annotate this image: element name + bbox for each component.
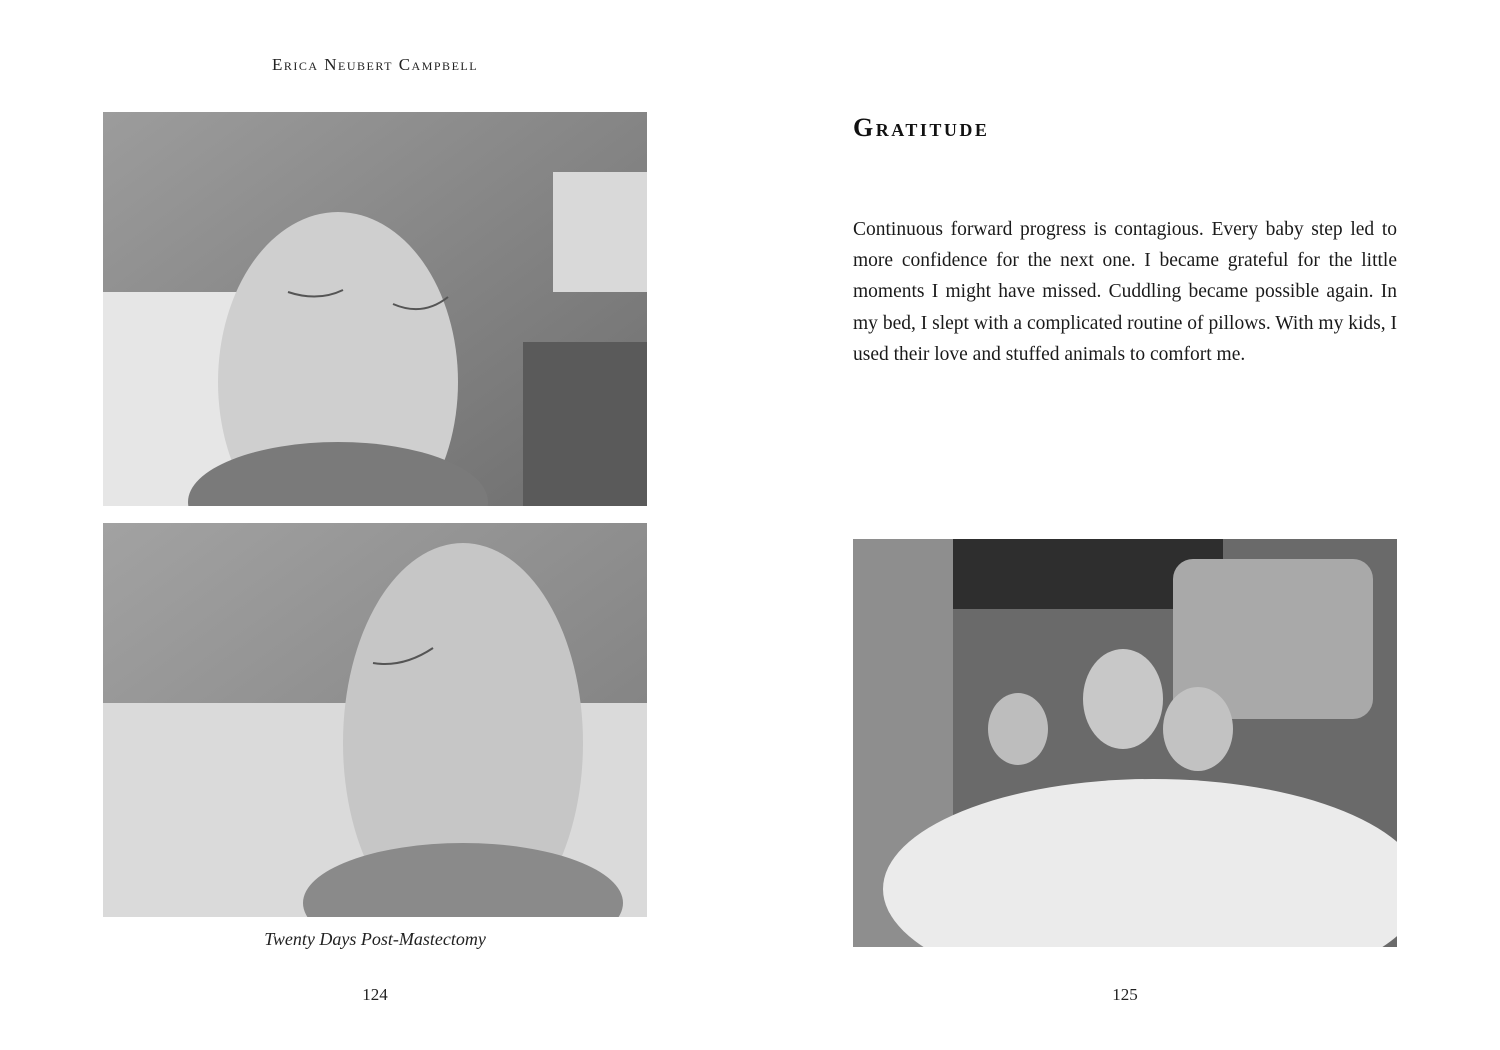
running-head: Erica Neubert Campbell [271, 55, 479, 74]
photo-family-in-bed [853, 539, 1397, 947]
photo-side-view [103, 523, 647, 917]
body-paragraph: Continuous forward progress is contagious. Every baby step led to more confidence for the next one. I became grateful for the little moments I might have missed. Cuddling became possible again. In my bed, I slept with a complicated routine of pillows. With my kids, I used their love and stuffed animals to comfort me. [853, 219, 1397, 365]
photo-caption: Twenty Days Post-Mastectomy [264, 929, 486, 949]
chapter-title: Gratitude [853, 113, 990, 142]
photo-front-view [103, 112, 647, 506]
right-page [750, 0, 1500, 1050]
page-number: 125 [1112, 985, 1138, 1004]
page-number: 124 [362, 985, 388, 1004]
